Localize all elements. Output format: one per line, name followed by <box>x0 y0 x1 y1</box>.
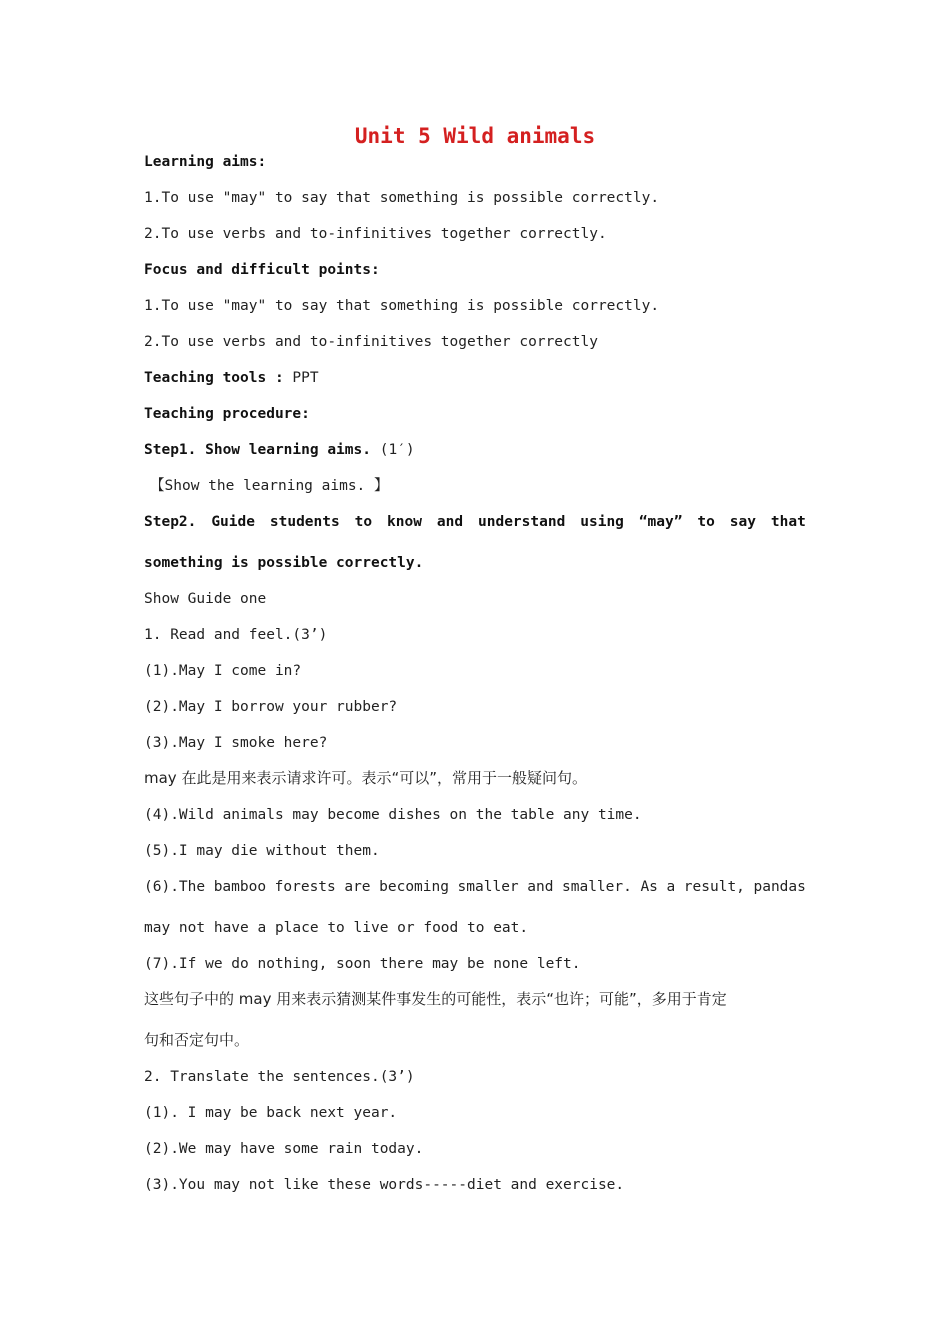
example-6-line2: may not have a place to live or food to eat. <box>144 920 529 936</box>
learning-aims-heading: Learning aims: <box>144 154 267 170</box>
ex6-word: forests <box>274 879 336 895</box>
step2-word: Guide <box>211 514 255 530</box>
procedure-heading: Teaching procedure: <box>144 406 310 422</box>
guide-one: Show Guide one <box>144 591 267 607</box>
translate-heading: 2. Translate the sentences.(3’) <box>144 1069 415 1085</box>
step2-word: to <box>354 514 373 530</box>
ex6-word: becoming <box>379 879 449 895</box>
example-1: (1).May I come in? <box>144 663 302 679</box>
example-3: (3).May I smoke here? <box>144 735 328 751</box>
translate-2: (2).We may have some rain today. <box>144 1141 424 1157</box>
ex6-word: are <box>344 879 371 895</box>
example-6-line1 <box>144 877 806 897</box>
ex6-word: result, <box>683 879 745 895</box>
ex6-word: smaller <box>457 879 519 895</box>
ex6-word: (6).The <box>144 879 206 895</box>
step2-word: “may” <box>638 514 683 530</box>
translate-1: (1). I may be back next year. <box>144 1105 398 1121</box>
note-possibility-line2: 句和否定句中。 <box>144 1031 250 1049</box>
ex6-word: a <box>666 879 676 895</box>
ex6-word: pandas <box>753 879 806 895</box>
step1-heading: Step1. Show learning aims. <box>144 442 371 458</box>
ex6-word: As <box>640 879 658 895</box>
example-2: (2).May I borrow your rubber? <box>144 699 398 715</box>
step2-word: Step2. <box>144 514 197 530</box>
example-4: (4).Wild animals may become dishes on the table any time. <box>144 807 642 823</box>
learning-aim-2: 2.To use verbs and to-infinitives together correctly. <box>144 226 607 242</box>
step2-word: understand <box>478 514 566 530</box>
translate-3: (3).You may not like these words-----diet and exercise. <box>144 1177 625 1193</box>
step2-word: that <box>770 514 806 530</box>
tools-value: PPT <box>292 370 319 386</box>
teaching-tools-line <box>144 368 319 388</box>
document-title: Unit 5 Wild animals <box>354 124 596 148</box>
step2-word: know <box>387 514 422 530</box>
focus-heading: Focus and difficult points: <box>144 262 380 278</box>
step2-heading-line1 <box>144 512 806 532</box>
focus-point-2: 2.To use verbs and to-infinitives together correctly <box>144 334 598 350</box>
ex6-word: and <box>527 879 554 895</box>
ex6-word: smaller. <box>562 879 632 895</box>
note-permission: may 在此是用来表示请求许可。表示“可以”，常用于一般疑问句。 <box>144 769 587 787</box>
read-and-feel: 1. Read and feel.(3’) <box>144 627 328 643</box>
step2-word: to <box>697 514 715 530</box>
step2-word: using <box>580 514 624 530</box>
step1-time: (1′) <box>379 442 415 458</box>
example-5: (5).I may die without them. <box>144 843 380 859</box>
step1-note: 【Show the learning aims. 】 <box>150 478 389 494</box>
step2-word: students <box>269 514 340 530</box>
step1-line <box>144 440 415 460</box>
example-7: (7).If we do nothing, soon there may be none left. <box>144 956 581 972</box>
ex6-word: bamboo <box>213 879 267 895</box>
tools-heading: Teaching tools : <box>144 370 284 386</box>
step2-heading-line2: something is possible correctly. <box>144 555 424 571</box>
step2-word: say <box>729 514 756 530</box>
step2-word: and <box>436 514 464 530</box>
note-possibility-line1: 这些句子中的 may 用来表示猜测某件事发生的可能性，表示“也许；可能”，多用于肯定 <box>144 990 727 1008</box>
focus-point-1: 1.To use "may" to say that something is possible correctly. <box>144 298 660 314</box>
learning-aim-1: 1.To use "may" to say that something is possible correctly. <box>144 190 660 206</box>
